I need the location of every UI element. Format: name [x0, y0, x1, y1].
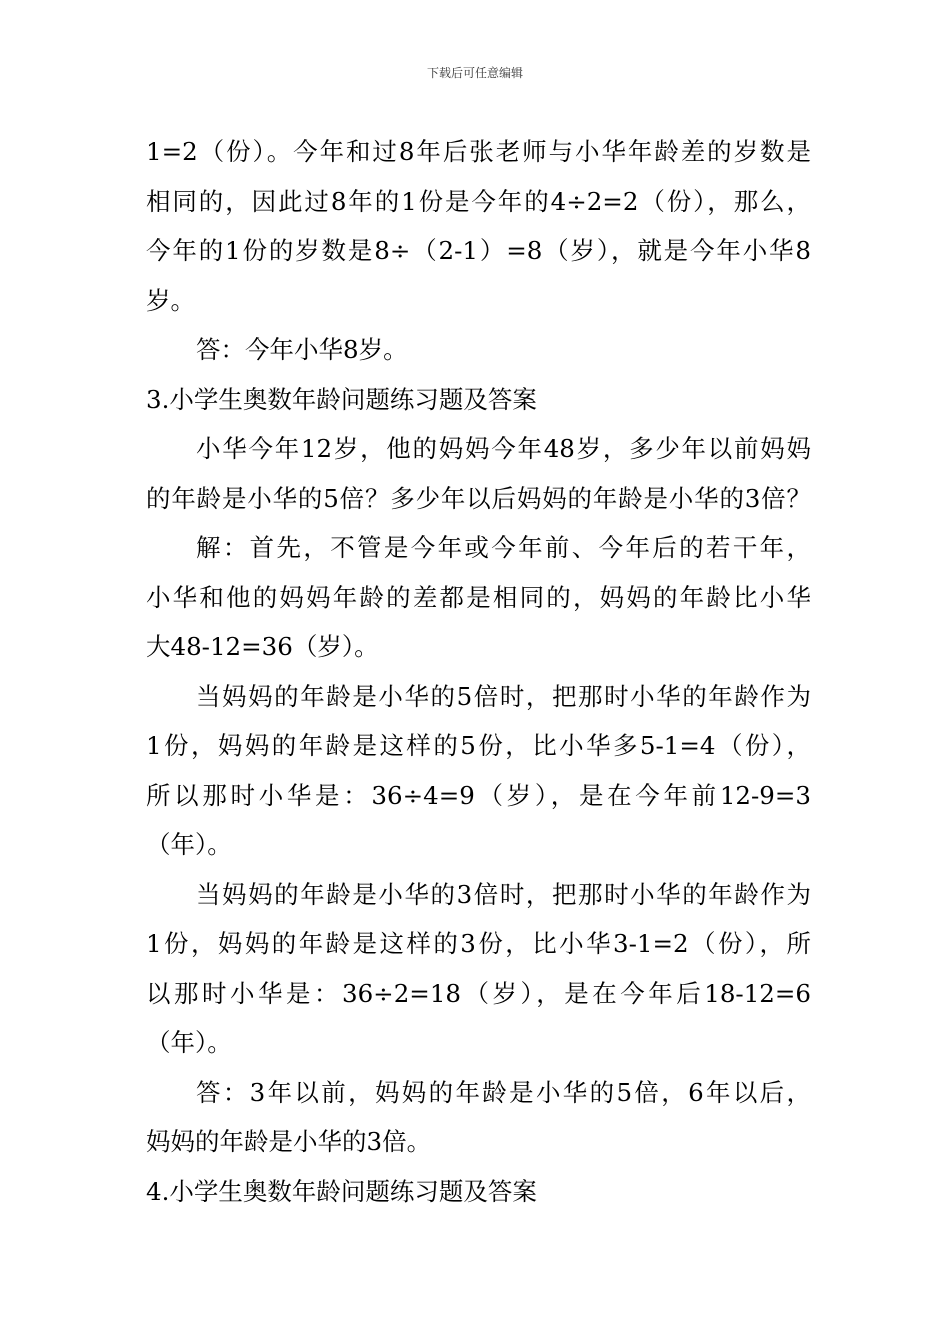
text-line: 大48-12=36（岁）。: [146, 632, 379, 661]
text-line: 答：今年小华8岁。: [196, 335, 408, 364]
text-line: 1份，妈妈的年龄是这样的5份，比小华多5-1=4（份），: [146, 731, 811, 760]
text-line: 当妈妈的年龄是小华的5倍时，把那时小华的年龄作为: [196, 681, 811, 711]
text-line: 的年龄是小华的5倍？多少年以后妈妈的年龄是小华的3倍？: [146, 483, 811, 513]
text-line: 4.小学生奥数年龄问题练习题及答案: [146, 1176, 537, 1206]
text-line: 所以那时小华是：36÷4=9（岁），是在今年前12-9=3: [146, 780, 811, 810]
text-line: 答：3年以前，妈妈的年龄是小华的5倍，6年以后，: [196, 1077, 811, 1107]
text-line: 岁。: [146, 285, 195, 315]
text-line: 妈妈的年龄是小华的3倍。: [146, 1127, 432, 1156]
text-line: 相同的，因此过8年的1份是今年的4÷2=2（份），那么，: [146, 186, 811, 216]
text-line: 今年的1份的岁数是8÷（2-1）=8（岁），就是今年小华8: [146, 236, 811, 265]
text-line: 当妈妈的年龄是小华的3倍时，把那时小华的年龄作为: [196, 879, 811, 909]
text-line: （年）。: [146, 1028, 232, 1057]
text-line: 解：首先，不管是今年或今年前、今年后的若干年，: [196, 533, 811, 562]
text-line: 以那时小华是：36÷2=18（岁），是在今年后18-12=6: [146, 978, 811, 1008]
text-line: 3.小学生奥数年龄问题练习题及答案: [146, 384, 537, 414]
text-line: 小华今年12岁，他的妈妈今年48岁，多少年以前妈妈: [196, 434, 811, 463]
page-header: 下载后可任意编辑: [426, 66, 523, 80]
text-line: 1=2（份）。今年和过8年后张老师与小华年龄差的岁数是: [146, 137, 811, 166]
text-line: （年）。: [146, 830, 232, 859]
document-body: [146, 127, 811, 1216]
text-line: 1份，妈妈的年龄是这样的3份，比小华3-1=2（份），所: [146, 929, 811, 958]
text-line: 小华和他的妈妈年龄的差都是相同的，妈妈的年龄比小华: [146, 582, 811, 612]
